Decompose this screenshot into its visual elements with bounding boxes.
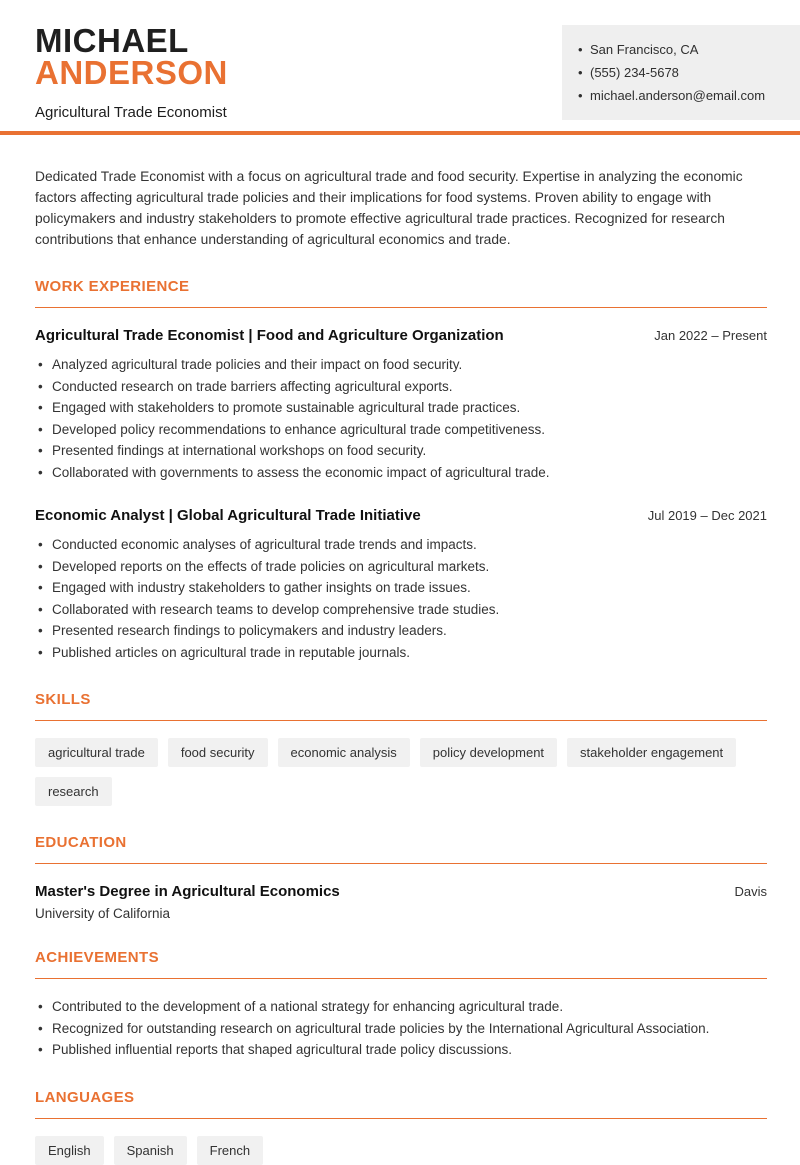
contact-item: • San Francisco, CA	[578, 38, 784, 61]
job-entry	[35, 327, 767, 483]
job-bullet: • Collaborated with research teams to develop comprehensive trade studies.	[35, 599, 767, 621]
job-bullet: • Presented findings at international workshops on food security.	[35, 440, 767, 462]
skill-tag: policy development	[420, 738, 557, 767]
section-heading-work: WORK EXPERIENCE	[35, 278, 767, 308]
job-bullet: • Engaged with stakeholders to promote sustainable agricultural trade practices.	[35, 397, 767, 419]
job-header-row	[35, 327, 767, 344]
education-section	[35, 834, 767, 921]
summary-text: Dedicated Trade Economist with a focus on agricultural trade and food security. Expertise in analyzing the economic factors affecting agricultural trade policies and their implications for food systems. Proven ability to engage with policymakers and industry stakeholders to promote effective agricultural trade practices. Recognized for research contributions that enhance understanding of agricultural economics and trade.	[35, 169, 743, 247]
section-heading-languages: LANGUAGES	[35, 1089, 767, 1119]
skill-tag: economic analysis	[278, 738, 410, 767]
education-header-row	[35, 883, 767, 900]
job-bullet: • Presented research findings to policymakers and industry leaders.	[35, 620, 767, 642]
job-bullet: • Analyzed agricultural trade policies and their impact on food security.	[35, 354, 767, 376]
job-date: Jan 2022 – Present	[654, 328, 767, 343]
skill-tag: agricultural trade	[35, 738, 158, 767]
job-bullet-list	[35, 534, 767, 663]
job-header-row	[35, 507, 767, 524]
job-bullet: • Developed reports on the effects of trade policies on agricultural markets.	[35, 556, 767, 578]
education-location: Davis	[734, 884, 767, 899]
language-tag: Spanish	[114, 1136, 187, 1165]
job-title: Agricultural Trade Economist | Food and Agriculture Organization	[35, 327, 504, 344]
skill-tag: stakeholder engagement	[567, 738, 736, 767]
job-date: Jul 2019 – Dec 2021	[647, 508, 767, 523]
achievement-bullet: • Contributed to the development of a national strategy for enhancing agricultural trade.	[35, 996, 767, 1018]
skills-section	[35, 691, 767, 806]
achievements-section	[35, 949, 767, 1061]
section-heading-achievements: ACHIEVEMENTS	[35, 949, 767, 979]
section-heading-skills: SKILLS	[35, 691, 767, 721]
accent-divider-bar	[0, 131, 800, 135]
job-entry	[35, 507, 767, 663]
job-bullet: • Developed policy recommendations to enhance agricultural trade competitiveness.	[35, 419, 767, 441]
education-school: University of California	[35, 906, 171, 921]
last-name: ANDERSON	[35, 54, 228, 91]
job-title: Economic Analyst | Global Agricultural Trade Initiative	[35, 507, 421, 524]
contact-item: • (555) 234-5678	[578, 61, 784, 84]
job-bullet: • Published articles on agricultural trade in reputable journals.	[35, 642, 767, 664]
language-tag: English	[35, 1136, 104, 1165]
degree-title: Master's Degree in Agricultural Economics	[35, 883, 340, 900]
job-bullet-list	[35, 354, 767, 483]
contact-card	[562, 25, 800, 120]
language-tag-list	[35, 1136, 767, 1165]
first-name: MICHAEL	[35, 22, 189, 59]
skill-tag-list	[35, 738, 767, 806]
achievement-bullet: • Published influential reports that shaped agricultural trade policy discussions.	[35, 1039, 767, 1061]
job-bullet: • Engaged with industry stakeholders to gather insights on trade issues.	[35, 577, 767, 599]
job-bullet: • Conducted research on trade barriers affecting agricultural exports.	[35, 376, 767, 398]
header-job-title: Agricultural Trade Economist	[35, 104, 227, 121]
work-experience-section	[35, 278, 767, 663]
name-block	[35, 22, 228, 121]
contact-list	[578, 38, 784, 107]
job-bullet: • Collaborated with governments to assess the economic impact of agricultural trade.	[35, 462, 767, 484]
achievement-bullet: • Recognized for outstanding research on agricultural trade policies by the International Agricultural Association.	[35, 1018, 767, 1040]
job-bullet: • Conducted economic analyses of agricultural trade trends and impacts.	[35, 534, 767, 556]
languages-section	[35, 1089, 767, 1165]
resume-header	[0, 0, 800, 121]
section-heading-education: EDUCATION	[35, 834, 767, 864]
skill-tag: food security	[168, 738, 268, 767]
skill-tag: research	[35, 777, 112, 806]
contact-item: • michael.anderson@email.com	[578, 84, 784, 107]
achievement-bullet-list	[35, 996, 767, 1061]
resume-body	[0, 166, 800, 1165]
language-tag: French	[197, 1136, 263, 1165]
education-entry	[35, 883, 767, 921]
